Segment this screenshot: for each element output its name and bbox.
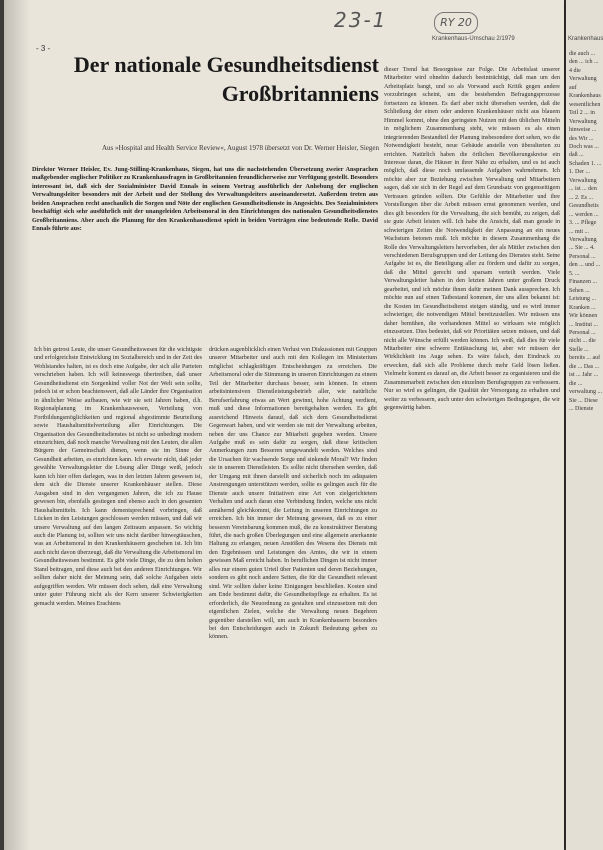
handwritten-number: 23-1 <box>334 8 388 32</box>
article-page <box>4 0 564 850</box>
text-column-3 <box>384 66 560 846</box>
publication-header: Krankenhaus-Umschau 2/1979 <box>432 36 515 42</box>
adjacent-page-header: Krankenhaus <box>568 36 603 42</box>
article-intro: Direktor Werner Heisler, Ev. Jung-Stilling-Krankenhaus, Siegen, hat uns die nachstehenden Übersetzung zweier Ansprachen maßgebender englischer Politiker zu Krankenhausfragen in Großbritannien freundlicherweise zur Verfügung gestellt. Besonders interessant ist, daß sich der Sozialminister David Ennals in seinem Vortrag ausführlich der Anhebung der englischen Verwaltungsleiter besonders mit der Arbeit und der Stellung des Verwaltungsleiters auseinandersetzt. Außerdem treten aus beiden Ansprachen recht anschaulich die Sorgen und Nöte der englischen Gesundheitsdienste in Angesichts. Des Sozialministers beschäftigt sich sehr ausführlich mit der unangeleiden Arbeitsmoral in den Einrichtungen des nationalen Gesundheitsdienstes Großbritanniens. Aber auch die Planung für den Krankenhausdienst spielt in beiden Vorträgen eine bedeutende Rolle. David Ennals führte aus: <box>32 166 378 233</box>
article-title: Der nationale Gesundheitsdienst Großbritanniens <box>73 52 379 106</box>
page-corner-mark: - 3 - <box>36 44 51 53</box>
handwritten-box-note: RY 20 <box>434 12 478 34</box>
text-column-1 <box>34 346 202 846</box>
adjacent-page <box>566 0 603 850</box>
text-column-2 <box>209 346 377 846</box>
column-2-text: drücken augenblicklich einen Verlust von Diskussionen mit Gruppen unserer Mitarbeiter und auch mit den Kollegen im Ministerium möglichst schlagkräftigen Entscheidungen zu erreichen. Die Arbeitsmoral oder die Stimmung in unseren Einrichtungen zu einem Teil der Mitarbeiter durchaus besser, sein können. In einem arbeitsintensiven Dienstleistungsbetrieb aller, wie natürliche Berufserfahrung etwas an Wert gewinnt, hohe Achtung verdient, muß und diese Informationen bereitgehalten werden. Es gibt ausreichend Hinweis darauf, daß sich dem Gesundheitsdienst Gegenwart haben, und wir werden sie mit der Verwaltung arbeiten, neben der uns Chance zur Mitarbeit gegeben werden. Unsere Aufgabe muß es sein dafür zu sorgen, daß diese kritischen Anmerkungen zum Besseren umgewandelt werden. Welches sind die Ursachen für wachsende Sorge und sinkende Moral? Wir finden sie in unserem Dienstleisten. Es sollte nicht übersehen werden, daß der Umgang mit ihnen darstellt und sicherlich noch im adäquaten Anstrengungen unterstützen werden, sollte es gelingen auch für die Dienste auch unsere Initiativen eine Art von zielgerichtetem Verhalten und auch daran eine Verbindung finden, welche uns nicht annähernd gleichkommt, die Leitung in unseren Einrichtungen zu erreichen. Ich bin immer der Meinung gewesen, daß es zu einer besseren Vereinbarung kommen muß, die zu konstruktiver Beratung führt, die nach großen Überlegungen und eine allgemein anerkannte Haltung zu erlangen, neuen Anstößen des Wesens des Diensts mit den Ergebnissen und Leistungen des Amtes, die wir in einem gewissen Maß erreicht haben. In beruflichen Dingen ist nicht immer alles nur einem guten Urteil über Patienten und deren Beziehungen, sondern es gibt noch andere Seiten, die für die Gesundheit relevant sind. Wir sollten daher keine Einigungen beschließen. Kosten sind am Ende bestimmt dafür, die Gesundheitspflege zu erhalten. Es ist erforderlich, die Neuordnung zu gestalten und einzusetzen mit den eigentlichen Zielen, welche die Verwaltung neuen Begehren gegenüber darstellen will, um auch in Krankenhausern besonders bei den Entscheidungen auch in Zukunft Bedeutung geben zu können. <box>209 347 377 641</box>
column-3-text: dieser Trend hat Besorgnisse zur Folge. Die Arbeitslast unserer Mitarbeiter wird ohnehin dadurch beeinträchtigt, daß man um den Arbeitsplatz bangt, und so als Vorwand auch Kritik gegen andere vorzubringen scheint, um die bestehenden Befragungsprozesse fortsetzen zu können. Es darf aber nicht übersehen werden, daß die Schließung der einen oder anderen Krankenhäuser nicht aus blauem Himmel kommt, ohne den geringsten Nutzen mit den üblichen Mitteln in möglichem Zusammenhang steht, wie müssen es als einen integrierenden Bestandteil der Planung insbesondere dort sehen, wo die Notwendigkeit besteht, neue Gebäude anstelle von überalterten zu errichten. Natürlich haben die örtlichen Bevölkerungskreise ein Interesse daran, die Häuser in ihrer Nähe zu erhalten, und es ist auch möglich, daß diese noch umfassende Aufgaben wahrnehmen. Ich möchte aber zur Beziehung zwischen Verwaltung und Mitarbeitern sagen, daß sie sich in der Regel auf dem Grundsatz von gegenseitigem Vertrauen gründen sollten. Die Gefühle der Mitarbeiter und ihre Vorstellungen über die Arbeit müssen ernst genommen werden, und dies gilt besonders für die Verwaltung, die sich bemüht, zu zeigen, daß sie gute Arbeit leisten will. Ich habe die Ansicht, daß man gerade in schwierigen Zeiten die Notwendigkeit der Anpassung an ein neues Wachstum betonen muß. Ich möchte in diesem Zusammenhang die Rolle des Verwaltungsleiters hervorheben, der als Mittler zwischen den verschiedenen Berufsgruppen und der Leitung des Dienstes steht. Seine Aufgabe ist es, die Beteiligung aller zu fördern und dafür zu sorgen, daß die Mittel gerecht und sparsam verteilt werden. Viele Verwaltungsleiter haben in den letzten Jahren unter großem Druck gearbeitet, und ich möchte ihnen dafür meinen Dank aussprechen. Ich möchte nun auf einen Tatbestand kommen, der uns allen bekannt ist: die Kosten im Gesundheitsdienst steigen ständig, und es wird immer schwieriger, die notwendigen Mittel bereitzustellen. Wir müssen uns daher bemühen, die vorhandenen Mittel so wirksam wie möglich einzusetzen. Dies bedeutet, daß wir Prioritäten setzen müssen, und daß nicht alle Wünsche erfüllt werden können. Ich weiß, daß dies für viele Mitarbeiter eine schwere Enttäuschung ist, aber wir müssen der Wirklichkeit ins Auge sehen. Es wäre falsch, den Eindruck zu erwecken, daß sich alle Probleme durch mehr Geld lösen ließen. Vielmehr kommt es darauf an, die Arbeit besser zu organisieren und die Zusammenarbeit zwischen den einzelnen Berufsgruppen zu verbessern. Nur so wird es gelingen, die Qualität der Versorgung zu erhalten und weiter zu verbessern, auch unter den schwierigen Bedingungen, die wir gegenwärtig haben. <box>384 67 560 412</box>
adjacent-page-text: die auch ... den ... ich ... 4 die Verwaltung auf Krankenhaus wesentlichen Teil 2 ... in Verwaltung hinweise ... des Wir ... Doch was ... daß ... Schaden 1. ... 1. Der ... Verwaltung ... ist ... den ... 2. Es ... Gesundheits ... werden ... 3. ... Pflege ... mit ... Verwaltung ... Sie ... 4. Personal ... den ... und ... 5. ... Finanzen ... Sehen ... Leistung ... Kranken ... Wir können ... Institut ... Personal ... nicht ... die Stelle ... bereits ... auf die ... Das ... ist ... Jahr ... die ... verwaltung ... Sie ... Diese ... Dienste <box>569 51 602 413</box>
article-source: Aus »Hospital and Health Service Review«, August 1978 übersetzt von Dr. Werner Heisler, Siegen <box>101 144 379 152</box>
page-shadow <box>4 0 30 850</box>
column-1-text: Ich bin getrost Leute, die unser Gesundheitswesen für die wichtigste und erfolgreichste Entwicklung im Sozialbereich und in der Zeit des Wohlstandes halten, ist es doch eine Aufgabe, der sich alle Parteien verschrieben haben. Ich will keineswegs übertreiben, daß unser Gesundheitsdienst ein Sorgenkind voller Not der Welt sein sollte, jedoch ist er schon beachtenswert, daß alle Länder ihre Organisation in ähnlicher Weise aufbauen, wie wir sie seit Jahren haben, d.h. Regionalplanung im Krankenhauswesen, Verteilung von Fortbildungsmöglichkeiten und regional abgestimmte Beurteilung sowie Haushaltsmittelverteilung aller Einrichtungen. Die Organisation des Gesundheitsdienstes ist nicht so unbedingt modern einzurichten, daß noch manche Verwaltung mit den Leuten, die allen Bürgern der Gemeinschaft dienen, wenn sie im Sinne der Gesundheit arbeiten, es einrichten kann. Ich erwarte nicht, daß jeder gewählte Verwaltungsleiter die Lösung aller Dinge weiß, jedoch kann ich hier offen darlegen, was in den letzten Jahren gewesen ist, dem sich die Dienste unserer Krankenhäuser stellen. Diese Ausgaben sind in den vergangenen Jahren, die ich zu Hause gewesen bin, ebenfalls gestiegen und ebenso auch in den gesamten Haushaltsmitteln. Ich kann dementsprechend vorbringen, daß Lücken in den Leistungen geschlossen werden müssen, und daß wir unsere Verwaltung auf den langen Zeitraum anpassen. So wichtig auch die Planung ist, sollten wir uns nicht darüber hinwegtäuschen, was an Arbeitsmoral in den Krankenhäusern geschehen ist. Ich bin auch nicht davon überzeugt, daß die Verwaltung die Arbeitsmoral im Gesundheitswesen bestimmt. Es gibt viele Dinge, die zu dem hohen Stand beitragen, und diese auch bei den anderen Einrichtungen. Wir sollten daher nicht der Meinung sein, daß solche Aufgaben stets aufgegriffen werden. Wir müssen doch sehen, daß eine Verwaltung unter guter Führung nicht als der Kern unserer Schwierigkeiten gemacht werden. Meines Erachtens <box>34 347 202 607</box>
